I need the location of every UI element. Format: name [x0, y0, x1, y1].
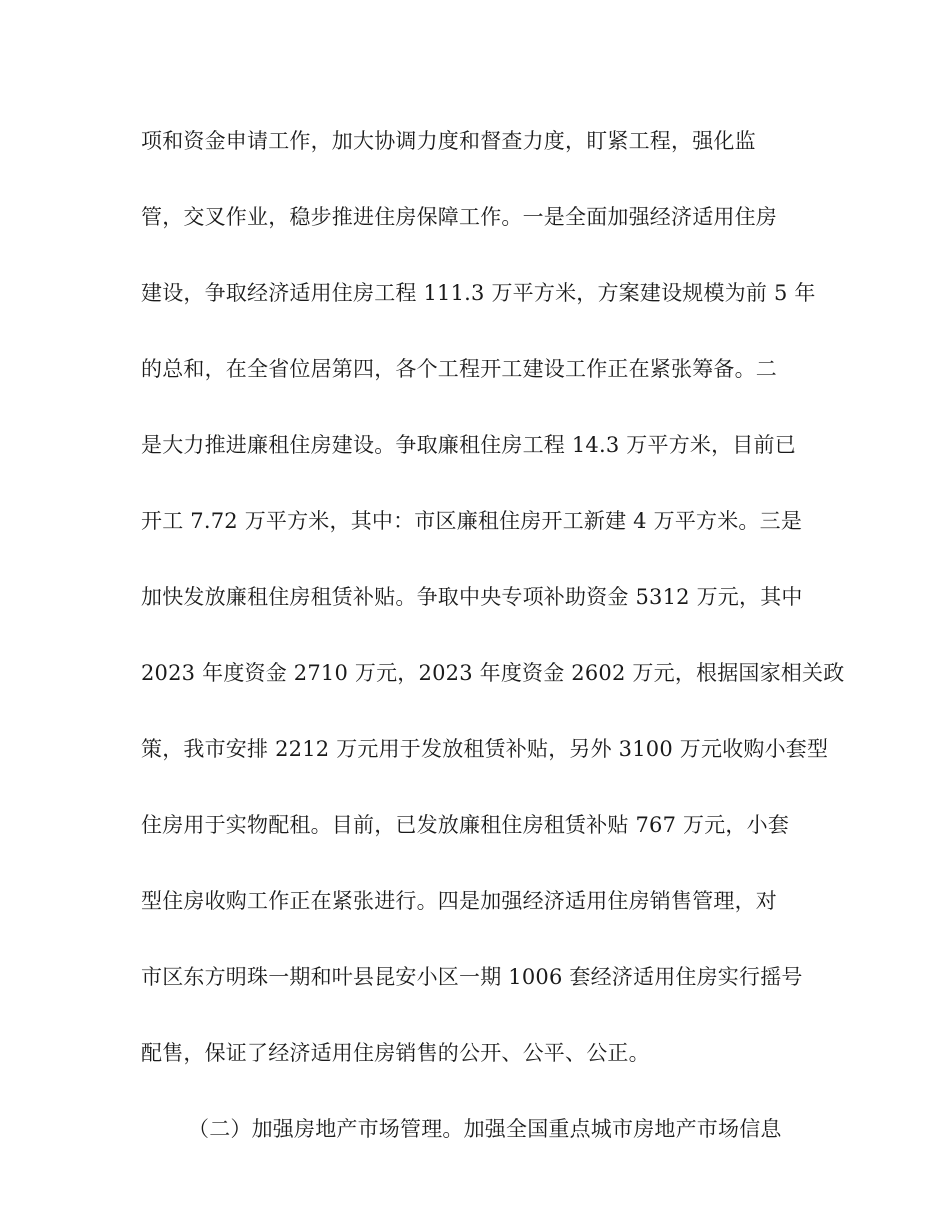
body-text-line: 加快发放廉租住房租赁补贴。争取中央专项补助资金 5312 万元，其中	[141, 585, 803, 609]
body-text-line: 管，交叉作业，稳步推进住房保障工作。一是全面加强经济适用住房	[141, 205, 777, 229]
body-text-line: 2023 年度资金 2710 万元，2023 年度资金 2602 万元，根据国家相关政	[141, 661, 845, 685]
body-text-line: 策，我市安排 2212 万元用于发放租赁补贴，另外 3100 万元收购小套型	[141, 737, 829, 761]
body-text-line: 项和资金申请工作，加大协调力度和督查力度，盯紧工程，强化监	[141, 129, 756, 153]
body-text-line: 的总和，在全省位居第四，各个工程开工建设工作正在紧张筹备。二	[141, 357, 777, 381]
section-heading-line: （二）加强房地产市场管理。加强全国重点城市房地产市场信息	[188, 1117, 782, 1141]
body-text-line: 市区东方明珠一期和叶县昆安小区一期 1006 套经济适用住房实行摇号	[141, 965, 803, 989]
body-text-line: 开工 7.72 万平方米，其中：市区廉租住房开工新建 4 万平方米。三是	[141, 509, 803, 533]
body-text-line: 住房用于实物配租。目前，已发放廉租住房租赁补贴 767 万元，小套	[141, 813, 790, 837]
body-text-line: 是大力推进廉租住房建设。争取廉租住房工程 14.3 万平方米，目前已	[141, 433, 796, 457]
body-text-line: 型住房收购工作正在紧张进行。四是加强经济适用住房销售管理，对	[141, 889, 777, 913]
body-text-line: 配售，保证了经济适用住房销售的公开、公平、公正。	[141, 1041, 650, 1065]
body-text-line: 建设，争取经济适用住房工程 111.3 万平方米，方案建设规模为前 5 年	[141, 281, 816, 305]
